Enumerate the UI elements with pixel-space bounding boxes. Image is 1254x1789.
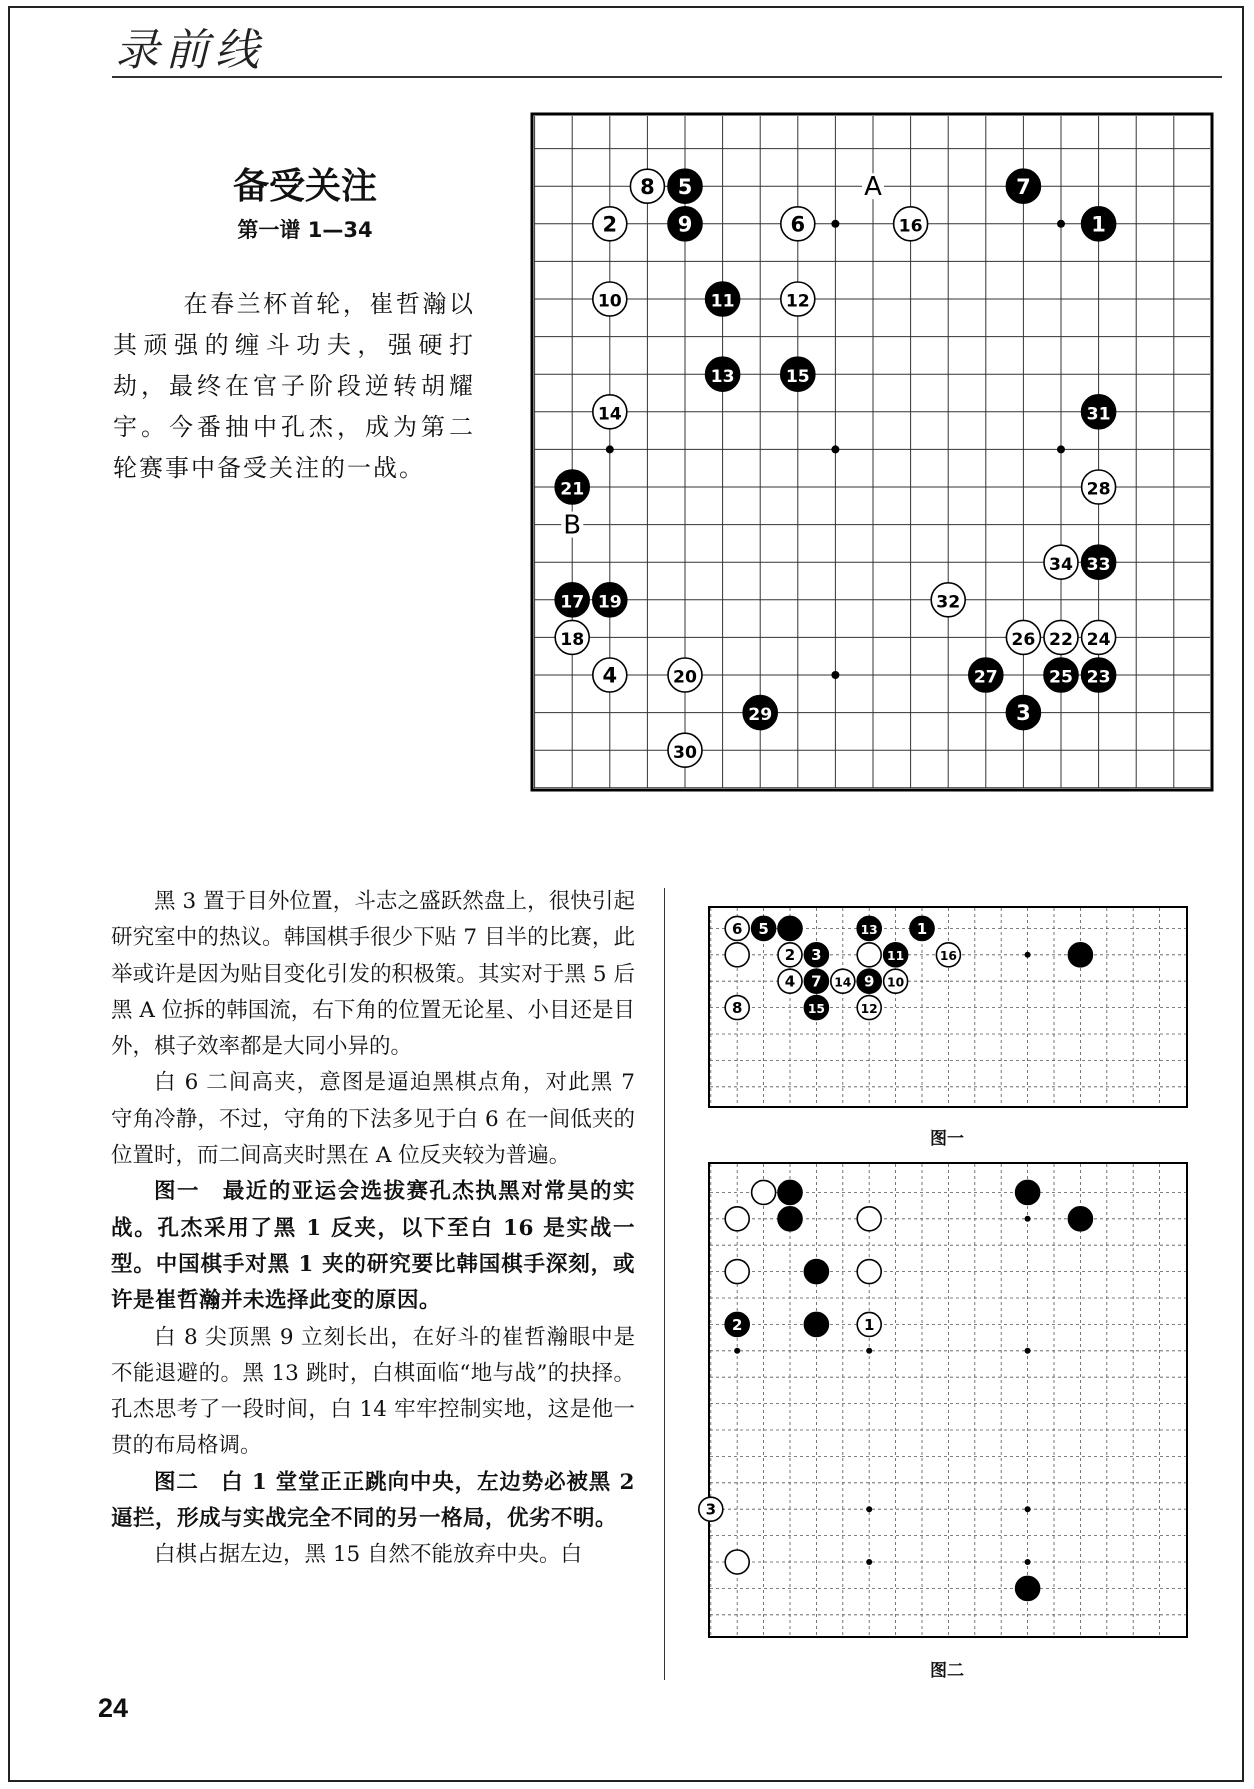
body-paragraph: 白 8 尖顶黑 9 立刻长出，在好斗的崔哲瀚眼中是不能退避的。黑 13 跳时，白棋面临“地与战”的抉择。孔杰思考了一段时间，白 14 牢牢控制实地，这是他一贯的布局格调。 [111,1324,635,1459]
black-stone [1016,1576,1040,1600]
move-number: 2 [731,1315,743,1334]
black-stone [804,1260,828,1284]
black-stone [1016,1180,1040,1204]
move-number: 1 [1091,212,1106,237]
move-number: 12 [860,1002,878,1016]
black-stone [969,658,1003,692]
move-number: 29 [748,705,773,726]
star-point [1057,445,1065,453]
black-stone [1044,658,1078,692]
star-point [866,1506,872,1512]
move-number: 13 [860,922,878,937]
move-number: 25 [1049,667,1073,688]
move-number: 10 [887,975,905,990]
white-stone [593,658,627,692]
white-stone [725,1207,749,1231]
star-point [1057,220,1065,228]
white-stone [1044,545,1078,579]
black-stone [1068,943,1092,967]
white-stone [936,943,960,967]
star-point [1025,952,1031,958]
move-number: 3 [705,1500,717,1519]
column-divider [664,888,665,1680]
move-number: 2 [602,212,618,237]
white-stone [725,943,749,967]
move-number: 3 [1016,701,1031,726]
black-stone [778,1180,802,1204]
diagram-2-caption: 图二 [930,1661,964,1681]
black-stone [781,357,815,391]
black-stone [857,969,881,993]
move-number: 14 [834,975,852,990]
star-point [1025,1348,1031,1354]
white-stone [1006,620,1040,654]
black-stone [706,282,740,316]
black-stone [555,583,589,617]
move-number: 20 [673,667,697,688]
move-number: 2 [784,946,796,965]
move-number: 4 [602,663,618,688]
black-stone [555,470,589,504]
white-stone [831,969,855,993]
move-number: 1 [863,1315,875,1334]
header-rule [112,76,1222,78]
move-number: 15 [807,1002,825,1016]
move-number: 27 [973,667,998,688]
white-stone [781,282,815,316]
white-stone [1082,620,1116,654]
move-number: 26 [1011,629,1036,650]
star-point [1025,1506,1031,1512]
move-number: 1 [916,919,928,938]
intro-text-body: 在春兰杯首轮，崔哲瀚以其顽强的缠斗功夫，强硬打劫，最终在官子阶段逆转胡耀宇。今番抽中孔杰，成为第二轮赛事中备受关注的一战。 [113,290,475,482]
white-stone [931,583,965,617]
move-number: 15 [785,366,810,387]
move-number: 16 [898,216,923,237]
black-stone [743,696,777,730]
white-stone [884,969,908,993]
move-number: 31 [1086,404,1111,425]
black-stone [1082,658,1116,692]
black-stone [910,916,934,940]
white-stone [725,1550,749,1574]
main-go-diagram [530,112,1214,792]
white-stone [725,916,749,940]
body-paragraph: 图一 最近的亚运会选拔赛孔杰执黑对常昊的实战。孔杰采用了黑 1 反夹，以下至白 16 是实战一型。中国棋手对黑 1 夹的研究要比韩国棋手深刻，或许是崔哲瀚并未选择此变的原因。 [111,1179,635,1314]
move-number: 6 [731,919,743,938]
header-logo: 录前线 [115,25,265,76]
white-stone [725,1260,749,1284]
star-point [866,1348,872,1354]
move-number: 4 [784,972,796,991]
white-stone [857,996,881,1020]
star-point [606,445,614,453]
black-stone [1082,545,1116,579]
star-point [831,671,839,679]
black-stone [668,207,702,241]
star-point [866,1559,872,1565]
white-stone [778,943,802,967]
body-text [111,884,635,1574]
black-stone [668,169,702,203]
black-stone [752,916,776,940]
intro-text [113,284,475,489]
black-stone [1082,395,1116,429]
move-number: 5 [758,919,769,938]
move-number: 12 [785,291,810,312]
black-stone [884,943,908,967]
move-number: 8 [640,174,655,199]
white-stone [857,1207,881,1231]
move-number: 9 [677,212,693,237]
white-stone [1044,620,1078,654]
white-stone [668,733,702,767]
page-number: 24 [98,1693,129,1723]
white-stone [781,207,815,241]
move-number: 6 [790,212,806,237]
move-number: 3 [811,946,822,965]
move-number: 7 [811,972,822,991]
black-stone [804,969,828,993]
move-number: 34 [1049,554,1073,575]
star-point [1025,1559,1031,1565]
white-stone [593,282,627,316]
move-number: 30 [673,742,697,763]
black-stone [725,1312,749,1336]
body-paragraph: 白 6 二间高夹，意图是逼迫黑棋点角，对此黑 7 守角冷静，不过，守角的下法多见于白 6 在一间低夹的位置时，而二间高夹时黑在 A 位反夹较为普遍。 [111,1070,635,1169]
black-stone [706,357,740,391]
board-label: B [563,510,582,541]
white-stone [1082,470,1116,504]
move-number: 23 [1086,667,1111,688]
white-stone [630,169,664,203]
move-number: 11 [887,949,905,964]
black-stone [857,916,881,940]
diagram-2-board [705,1162,1188,1638]
move-number: 11 [710,291,735,312]
white-stone [857,1260,881,1284]
move-number: 17 [560,592,585,613]
move-number: 16 [939,949,957,964]
black-stone [1006,169,1040,203]
move-number: 7 [1016,174,1031,199]
move-number: 8 [731,999,743,1017]
star-point [831,220,839,228]
move-number: 28 [1086,479,1111,500]
move-number: 22 [1049,629,1073,650]
star-point [831,445,839,453]
move-number: 33 [1086,554,1111,575]
figure-caption: 第一谱 1—34 [237,218,373,242]
body-paragraph: 图二 白 1 堂堂正正跳向中央，左边势必被黑 2 逼拦，形成与实战完全不同的另一格局，优劣不明。 [111,1469,635,1532]
move-number: 5 [677,174,693,199]
star-point [734,1348,740,1354]
white-stone [857,1312,881,1336]
move-number: 18 [560,629,585,650]
black-stone [804,996,828,1020]
move-number: 10 [597,291,622,312]
white-stone [752,1180,776,1204]
black-stone [593,583,627,617]
black-stone [1082,207,1116,241]
white-stone [725,996,749,1020]
move-number: 9 [863,972,875,991]
black-stone [778,916,802,940]
white-stone [593,207,627,241]
diagram-1-board [708,906,1188,1108]
black-stone [804,943,828,967]
move-number: 21 [560,479,585,500]
white-stone [699,1497,723,1521]
board-label: A [864,172,882,203]
article-title: 备受关注 [232,166,377,207]
black-stone [1006,696,1040,730]
white-stone [857,943,881,967]
move-number: 19 [597,592,622,613]
white-stone [778,969,802,993]
black-stone [778,1207,802,1231]
black-stone [1068,1207,1092,1231]
diagram-1-caption: 图一 [930,1129,964,1149]
move-number: 32 [936,592,961,613]
white-stone [894,207,928,241]
white-stone [555,620,589,654]
body-paragraph: 黑 3 置于目外位置，斗志之盛跃然盘上，很快引起研究室中的热议。韩国棋手很少下贴 7 目半的比赛，此举或许是因为贴目变化引发的积极策。其实对于黑 5 后黑 A 位拆的韩国流，右下角的位置无论星、小目还是目外，棋子效率都是大同小异的。 [111,889,635,1060]
move-number: 24 [1086,629,1111,650]
white-stone [668,658,702,692]
body-paragraph: 白棋占据左边，黑 15 自然不能放弃中央。白 [154,1542,583,1568]
black-stone [804,1312,828,1336]
star-point [1025,1216,1031,1222]
white-stone [593,395,627,429]
move-number: 14 [597,404,622,425]
move-number: 13 [710,366,735,387]
